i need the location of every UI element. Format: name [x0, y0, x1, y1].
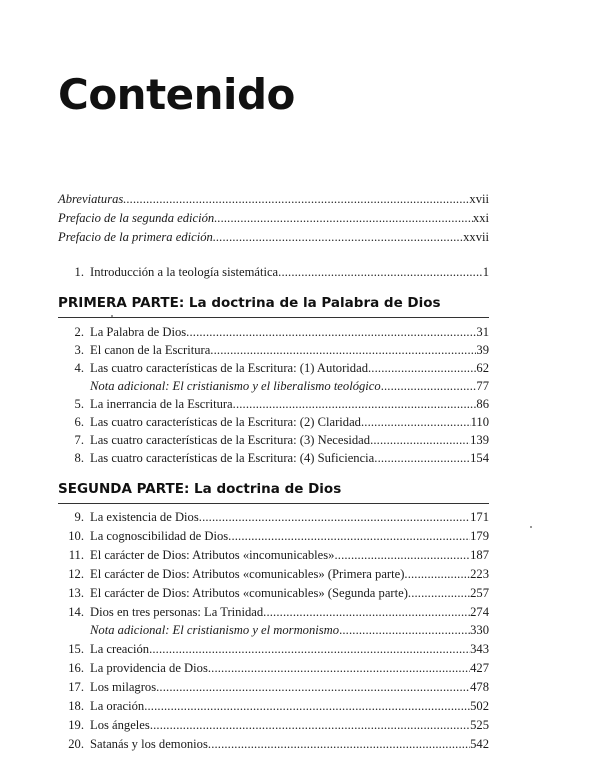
chapter-number: 12.: [68, 567, 84, 581]
entry-page: 31: [476, 325, 489, 339]
toc-note-entry[interactable]: [58, 377, 489, 395]
entry-page: 274: [470, 605, 489, 619]
chapter-number: 8.: [74, 451, 84, 465]
entry-title: La inerrancia de la Escritura: [90, 397, 233, 411]
entry-page: 110: [470, 415, 489, 429]
toc-entry[interactable]: [58, 565, 489, 583]
dot-leader: [156, 678, 470, 696]
entry-page: 62: [476, 361, 489, 375]
entry-page: 77: [476, 379, 489, 393]
chapter-number: 16.: [68, 661, 84, 675]
scan-speck: [111, 315, 113, 317]
section-divider: [58, 317, 489, 318]
entry-page: 478: [470, 680, 489, 694]
entry-title: Prefacio de la primera edición: [58, 230, 213, 244]
dot-leader: [339, 621, 470, 639]
entry-page: 542: [470, 737, 489, 751]
dot-leader: [210, 341, 476, 359]
dot-leader: [263, 603, 470, 621]
toc-entry[interactable]: [58, 263, 489, 281]
entry-title: Las cuatro características de la Escritura: (1) Autoridad: [90, 361, 368, 375]
chapter-number: 15.: [68, 642, 84, 656]
toc-entry[interactable]: [58, 678, 489, 696]
dot-leader: [144, 697, 470, 715]
chapter-number: 9.: [74, 510, 84, 524]
part-heading: PRIMERA PARTE: La doctrina de la Palabra de Dios: [58, 295, 441, 311]
entry-page: 39: [476, 343, 489, 357]
toc-entry[interactable]: [58, 716, 489, 734]
entry-title: Prefacio de la segunda edición: [58, 211, 215, 225]
entry-title: La creación: [90, 642, 150, 656]
toc-entry[interactable]: [58, 449, 489, 467]
toc-entry[interactable]: [58, 603, 489, 621]
entry-title: La providencia de Dios: [90, 661, 208, 675]
part-heading: SEGUNDA PARTE: La doctrina de Dios: [58, 481, 342, 497]
dot-leader: [381, 377, 477, 395]
entry-page: 171: [470, 510, 489, 524]
dot-leader: [228, 527, 470, 545]
entry-title: Satanás y los demonios: [90, 737, 208, 751]
toc-entry[interactable]: [58, 697, 489, 715]
dot-leader: [233, 395, 477, 413]
toc-entry[interactable]: [58, 323, 489, 341]
section-divider: [58, 503, 489, 504]
toc-entry[interactable]: [58, 527, 489, 545]
chapter-number: 13.: [68, 586, 84, 600]
chapter-number: 18.: [68, 699, 84, 713]
toc-entry[interactable]: [58, 190, 489, 208]
chapter-number: 2.: [74, 325, 84, 339]
entry-title: Los ángeles: [90, 718, 150, 732]
chapter-number: 14.: [68, 605, 84, 619]
toc-entry[interactable]: [58, 659, 489, 677]
toc-entry[interactable]: [58, 395, 489, 413]
toc-entry[interactable]: [58, 209, 489, 227]
entry-page: 223: [470, 567, 489, 581]
entry-title: Los milagros: [90, 680, 157, 694]
entry-page: 86: [476, 397, 489, 411]
dot-leader: [123, 190, 469, 208]
entry-page: 139: [470, 433, 489, 447]
page-title: Contenido: [58, 70, 295, 119]
toc-entry[interactable]: [58, 508, 489, 526]
toc-entry[interactable]: [58, 341, 489, 359]
entry-page: 343: [470, 642, 489, 656]
dot-leader: [199, 508, 470, 526]
entry-title: Nota adicional: El cristianismo y el mormonismo: [90, 623, 340, 637]
toc-entry[interactable]: [58, 431, 489, 449]
entry-page: 257: [470, 586, 489, 600]
entry-title: El canon de la Escritura: [90, 343, 211, 357]
chapter-number: 3.: [74, 343, 84, 357]
chapter-number: 10.: [68, 529, 84, 543]
dot-leader: [334, 546, 470, 564]
dot-leader: [370, 431, 470, 449]
entry-page: 154: [470, 451, 489, 465]
dot-leader: [278, 263, 483, 281]
dot-leader: [149, 640, 470, 658]
chapter-number: 7.: [74, 433, 84, 447]
chapter-number: 4.: [74, 361, 84, 375]
dot-leader: [208, 659, 470, 677]
dot-leader: [213, 228, 463, 246]
dot-leader: [150, 716, 470, 734]
entry-page: xvii: [469, 192, 489, 206]
entry-title: La cognoscibilidad de Dios: [90, 529, 229, 543]
entry-title: Introducción a la teología sistemática: [90, 265, 279, 279]
dot-leader: [214, 209, 473, 227]
chapter-number: 11.: [68, 548, 84, 562]
dot-leader: [361, 413, 471, 431]
entry-page: xxvii: [463, 230, 489, 244]
dot-leader: [404, 565, 470, 583]
entry-page: 427: [470, 661, 489, 675]
entry-title: Nota adicional: El cristianismo y el liberalismo teológico: [90, 379, 381, 393]
dot-leader: [374, 449, 470, 467]
entry-page: 187: [470, 548, 489, 562]
entry-page: 502: [470, 699, 489, 713]
entry-page: 525: [470, 718, 489, 732]
dot-leader: [208, 735, 470, 753]
scan-speck: [530, 526, 532, 528]
dot-leader: [408, 584, 470, 602]
entry-title: El carácter de Dios: Atributos «comunicables» (Segunda parte): [90, 586, 408, 600]
dot-leader: [186, 323, 476, 341]
entry-page: 330: [470, 623, 489, 637]
chapter-number: 17.: [68, 680, 84, 694]
entry-title: La existencia de Dios: [90, 510, 199, 524]
chapter-number: 20.: [68, 737, 84, 751]
entry-title: La oración: [90, 699, 145, 713]
entry-title: Las cuatro características de la Escritura: (4) Suficiencia: [90, 451, 375, 465]
toc-entry[interactable]: [58, 584, 489, 602]
toc-entry[interactable]: [58, 546, 489, 564]
chapter-number: 5.: [74, 397, 84, 411]
entry-title: Las cuatro características de la Escritura: (2) Claridad: [90, 415, 361, 429]
toc-note-entry[interactable]: [58, 621, 489, 639]
entry-title: Dios en tres personas: La Trinidad: [90, 605, 264, 619]
entry-page: xxi: [472, 211, 489, 225]
toc-entry[interactable]: [58, 640, 489, 658]
entry-page: 1: [482, 265, 489, 279]
entry-title: Las cuatro características de la Escritura: (3) Necesidad: [90, 433, 371, 447]
entry-title: La Palabra de Dios: [90, 325, 187, 339]
entry-title: El carácter de Dios: Atributos «comunicables» (Primera parte): [90, 567, 405, 581]
toc-entry[interactable]: [58, 413, 489, 431]
dot-leader: [368, 359, 476, 377]
entry-title: El carácter de Dios: Atributos «incomunicables»: [90, 548, 335, 562]
chapter-number: 1.: [74, 265, 84, 279]
toc-entry[interactable]: [58, 228, 489, 246]
entry-page: 179: [470, 529, 489, 543]
toc-entry[interactable]: [58, 359, 489, 377]
chapter-number: 19.: [68, 718, 84, 732]
toc-entry[interactable]: [58, 735, 489, 753]
entry-title: Abreviaturas: [58, 192, 124, 206]
chapter-number: 6.: [74, 415, 84, 429]
